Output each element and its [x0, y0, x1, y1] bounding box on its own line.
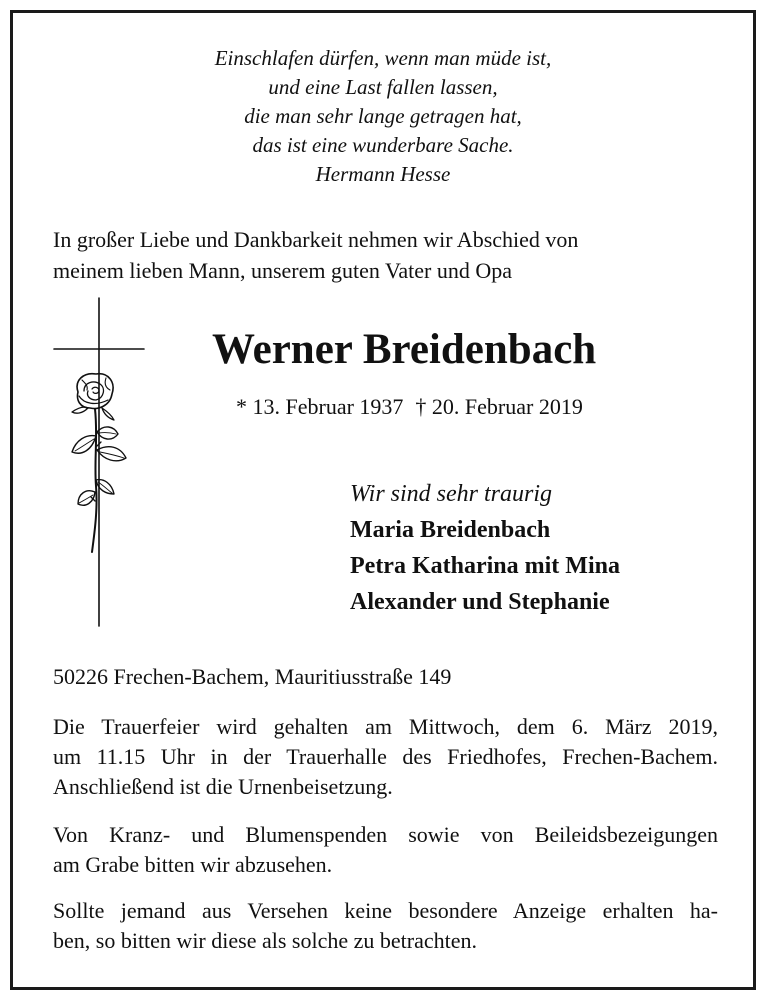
- deceased-name: Werner Breidenbach: [212, 326, 597, 373]
- funeral-line: Anschließend ist die Urnenbeisetzung.: [53, 774, 393, 799]
- poem-line: die man sehr lange getragen hat,: [244, 104, 522, 128]
- mourner-name: Petra Katharina mit Mina: [350, 553, 620, 579]
- flowers-line: am Grabe bitten wir abzusehen.: [53, 852, 333, 877]
- mourner-name: Maria Breidenbach: [350, 517, 551, 543]
- intro-line: In großer Liebe und Dankbarkeit nehmen wir Abschied von: [53, 227, 579, 252]
- notice-line: Sollte jemand aus Versehen keine besondere Anzeige erhalten ha-: [53, 898, 718, 923]
- poem-line: Einschlafen dürfen, wenn man müde ist,: [214, 46, 552, 70]
- poem: [0, 44, 766, 189]
- funeral-info: [53, 712, 718, 802]
- intro-text: [53, 224, 723, 286]
- poem-line: und eine Last fallen lassen,: [268, 75, 498, 99]
- poem-author: Hermann Hesse: [315, 162, 451, 186]
- funeral-line: Die Trauerfeier wird gehalten am Mittwoch, dem 6. März 2019,: [53, 714, 718, 739]
- address: 50226 Frechen-Bachem, Mauritiusstraße 149: [53, 664, 452, 689]
- notice-note: [53, 896, 718, 956]
- life-dates: [236, 392, 696, 422]
- flowers-note: [53, 820, 718, 880]
- cross-with-rose-icon: [48, 296, 152, 628]
- birth-date: * 13. Februar 1937: [236, 394, 404, 419]
- notice-line: ben, so bitten wir diese als solche zu betrachten.: [53, 928, 477, 953]
- intro-line: meinem lieben Mann, unserem guten Vater und Opa: [53, 258, 513, 283]
- funeral-line: um 11.15 Uhr in der Trauerhalle des Friedhofes, Frechen-Bachem.: [53, 744, 718, 769]
- flowers-line: Von Kranz- und Blumenspenden sowie von Beileidsbezeigungen: [53, 822, 718, 847]
- mourners-block: [350, 476, 730, 620]
- poem-line: das ist eine wunderbare Sache.: [252, 133, 514, 157]
- mourner-name: Alexander und Stephanie: [350, 589, 610, 615]
- mourners-lead: Wir sind sehr traurig: [350, 481, 553, 507]
- death-date: † 20. Februar 2019: [415, 394, 583, 419]
